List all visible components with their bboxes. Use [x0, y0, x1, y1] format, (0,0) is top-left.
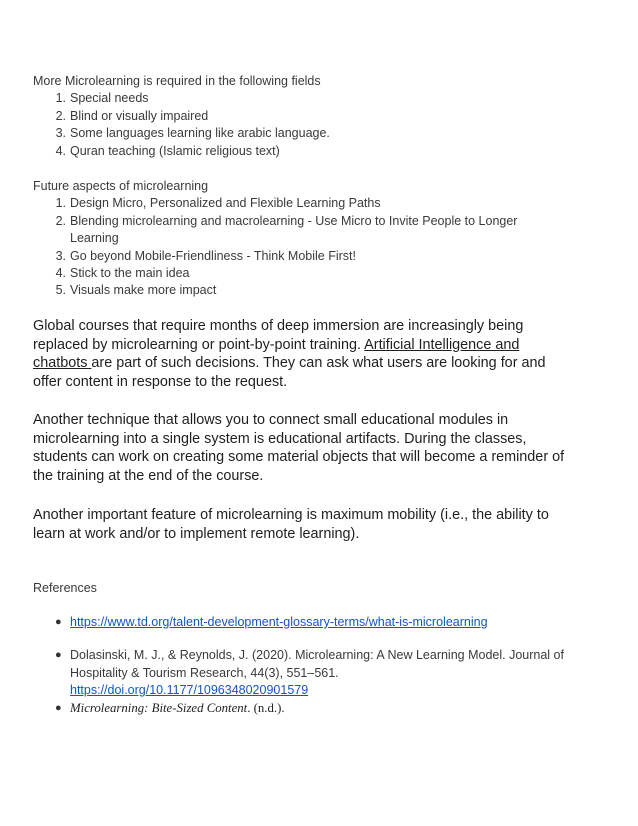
- ai-chatbots-link[interactable]: Artificial Intelligence and chatbots: [33, 336, 520, 372]
- reference-item: ● Microlearning: Bite-Sized Content. (n.d.).: [33, 700, 578, 717]
- references-list: [33, 614, 578, 717]
- list-item: 5. Visuals make more impact: [55, 283, 217, 298]
- section-future-aspects: [33, 178, 578, 300]
- list-item: 2. Blind or visually impaired: [55, 108, 209, 123]
- bullet-icon: ●: [55, 701, 62, 714]
- list-item: 3. Some languages learning like arabic language.: [55, 126, 330, 141]
- list-item: 2. Blending microlearning and macrolearning - Use Micro to Invite People to Longer Learning: [55, 213, 518, 246]
- numbered-list: [33, 195, 533, 299]
- doi-link[interactable]: https://doi.org/10.1177/1096348020901579: [70, 683, 309, 698]
- bullet-icon: ●: [55, 649, 62, 662]
- list-item: 1. Design Micro, Personalized and Flexible Learning Paths: [55, 196, 381, 211]
- reference-title: Microlearning: Bite-Sized Content: [70, 700, 248, 715]
- reference-item: ● Dolasinski, M. J., & Reynolds, J. (2020). Microlearning: A New Learning Model. Journal of Hospitality & Tourism Research, 44(3), 551–561. https://doi.org/10.1177/1096348020901579: [55, 648, 564, 698]
- section-required-fields: [33, 73, 578, 160]
- list-item: 4. Quran teaching (Islamic religious text): [55, 143, 280, 158]
- paragraph-global-courses: Global courses that require months of deep immersion are increasingly being replaced by microlearning or point-by-point training. Artificial Intelligence and chatbots are part of such decisions. They can ask what users are looking for and offer content in response to the request.: [33, 318, 546, 390]
- list-item: 3. Go beyond Mobile-Friendliness - Think Mobile First!: [55, 248, 356, 263]
- section-heading: More Microlearning is required in the following fields: [33, 74, 321, 88]
- td-org-link[interactable]: https://www.td.org/talent-development-glossary-terms/what-is-microlearning: [70, 615, 488, 629]
- paragraph-mobility: Another important feature of microlearning is maximum mobility (i.e., the ability to learn at work and/or to implement remote learning).: [33, 507, 549, 542]
- numbered-list: [33, 90, 578, 160]
- list-item: 1. Special needs: [55, 91, 149, 106]
- reference-item: [33, 614, 578, 631]
- references-heading: References: [33, 581, 97, 595]
- bullet-icon: ●: [55, 616, 62, 628]
- section-heading: Future aspects of microlearning: [33, 179, 209, 193]
- paragraph-educational-artifacts: Another technique that allows you to connect small educational modules in microlearning into a single system is educational artifacts. During the classes, students can work on creating some material objects that will become a reminder of the training at the end of the course.: [33, 412, 565, 484]
- list-item: 4. Stick to the main idea: [55, 266, 190, 281]
